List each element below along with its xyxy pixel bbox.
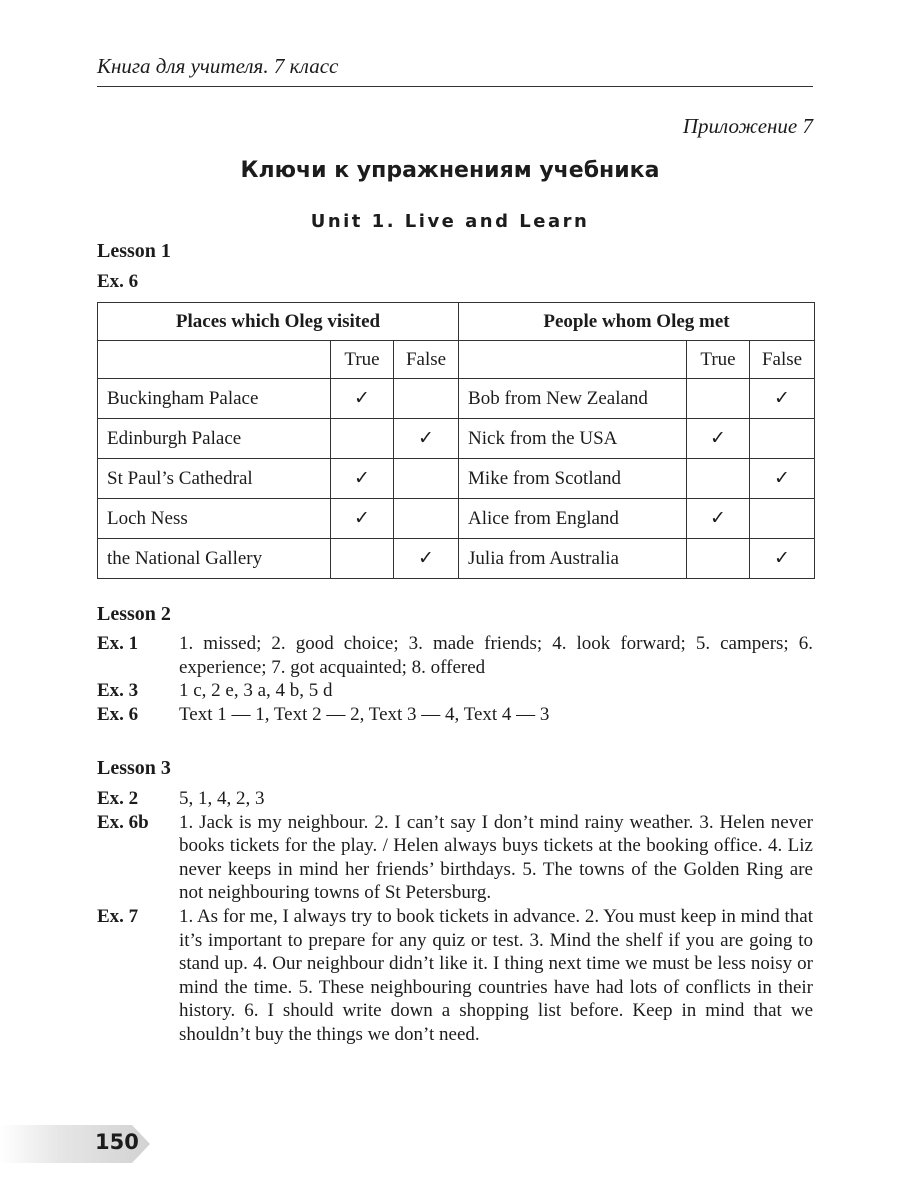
place-name: Edinburgh Palace [98, 419, 331, 459]
table-row [98, 379, 815, 419]
page-number: 150 [95, 1130, 139, 1154]
exercise-label: Ex. 6 [97, 703, 139, 725]
check-icon: ✓ [354, 467, 370, 489]
person-false-cell [750, 499, 815, 539]
check-icon: ✓ [774, 387, 790, 409]
exercise-text: 1 c, 2 e, 3 a, 4 b, 5 d [179, 680, 333, 702]
place-false-cell [394, 379, 459, 419]
place-true-cell [331, 419, 394, 459]
place-name: St Paul’s Cathedral [98, 459, 331, 499]
exercise-label: Ex. 3 [97, 680, 139, 702]
exercise-text: 1. missed; 2. good choice; 3. made friends; 4. look forward; 5. campers; 6. experience; 7. got acquainted; 8. offered [179, 633, 813, 678]
person-false-cell [750, 379, 815, 419]
unit-title: Unit 1. Live and Learn [310, 211, 590, 232]
exercise-label: Ex. 2 [97, 788, 139, 809]
place-name: Loch Ness [98, 499, 331, 539]
group-header-people: People whom Oleg met [459, 303, 815, 341]
exercise-answer [97, 632, 813, 679]
exercise-text: Text 1 — 1, Text 2 — 2, Text 3 — 4, Text 4 — 3 [179, 703, 550, 725]
place-false-cell [394, 539, 459, 579]
place-true-cell [331, 539, 394, 579]
person-true-cell [687, 499, 750, 539]
exercise-answer [97, 787, 813, 811]
table-group-header-row [98, 303, 815, 341]
table-row [98, 459, 815, 499]
person-true-cell [687, 419, 750, 459]
true-header: True [331, 341, 394, 379]
check-icon: ✓ [418, 547, 434, 569]
person-name: Alice from England [459, 499, 687, 539]
person-name: Nick from the USA [459, 419, 687, 459]
place-true-cell [331, 499, 394, 539]
group-header-places: Places which Oleg visited [98, 303, 459, 341]
exercise-answer [97, 811, 813, 905]
person-true-cell [687, 539, 750, 579]
lesson-2-answers [97, 632, 813, 726]
exercise-answer [97, 679, 813, 703]
exercise-label: Ex. 1 [97, 633, 139, 654]
place-false-cell [394, 459, 459, 499]
person-name: Bob from New Zealand [459, 379, 687, 419]
false-header: False [394, 341, 459, 379]
lesson-3-heading: Lesson 3 [97, 757, 171, 779]
exercise-label: Ex. 7 [97, 905, 139, 927]
check-icon: ✓ [710, 507, 726, 529]
table-row [98, 499, 815, 539]
empty-header-cell [98, 341, 331, 379]
person-true-cell [687, 459, 750, 499]
table-subheader-row [98, 341, 815, 379]
exercise-text: 1. Jack is my neighbour. 2. I can’t say I don’t mind rainy weather. 3. Helen never books tickets for the play. / Helen always buys tickets at the booking office. 4. Liz never keeps in mind her friends’ birthdays. 5. The towns of the Golden Ring are not neighbouring towns of St Petersburg. [179, 811, 813, 904]
place-name: Buckingham Palace [98, 379, 331, 419]
appendix-label: Приложение 7 [682, 114, 813, 138]
exercise-answer [97, 905, 813, 1047]
lesson-2-heading: Lesson 2 [97, 603, 171, 625]
check-icon: ✓ [774, 467, 790, 489]
exercise-text: 5, 1, 4, 2, 3 [179, 788, 265, 809]
lesson-1-heading: Lesson 1 [97, 240, 171, 262]
false-header: False [750, 341, 815, 379]
check-icon: ✓ [774, 547, 790, 569]
place-true-cell [331, 459, 394, 499]
place-true-cell [331, 379, 394, 419]
person-false-cell [750, 459, 815, 499]
exercise-text: 1. As for me, I always try to book tickets in advance. 2. You must keep in mind that it’s important to prepare for any quiz or test. 3. Mind the shelf if you are going to stand up. 4. Our neighbour didn’t like it. I thing next time we must be less noisy or mind the time. 5. These neighbouring countries have had lots of conflicts in their history. 6. I should write down a shopping list before. Keep in mind that we shouldn’t buy the things we don’t need. [179, 905, 813, 1045]
person-true-cell [687, 379, 750, 419]
person-false-cell [750, 539, 815, 579]
person-name: Julia from Australia [459, 539, 687, 579]
table-row [98, 539, 815, 579]
lesson-1-ex-label: Ex. 6 [97, 271, 139, 292]
lesson-3-answers [97, 787, 813, 1047]
check-icon: ✓ [354, 507, 370, 529]
person-name: Mike from Scotland [459, 459, 687, 499]
exercise-answer [97, 703, 813, 727]
check-icon: ✓ [710, 427, 726, 449]
place-false-cell [394, 499, 459, 539]
page-title: Ключи к упражнениям учебника [240, 158, 660, 183]
header-rule [97, 86, 813, 87]
check-icon: ✓ [418, 427, 434, 449]
running-head: Книга для учителя. 7 класс [97, 54, 339, 78]
place-false-cell [394, 419, 459, 459]
table-row [98, 419, 815, 459]
true-header: True [687, 341, 750, 379]
exercise-label: Ex. 6b [97, 811, 149, 833]
empty-header-cell [459, 341, 687, 379]
person-false-cell [750, 419, 815, 459]
check-icon: ✓ [354, 387, 370, 409]
answers-table [97, 302, 815, 579]
place-name: the National Gallery [98, 539, 331, 579]
